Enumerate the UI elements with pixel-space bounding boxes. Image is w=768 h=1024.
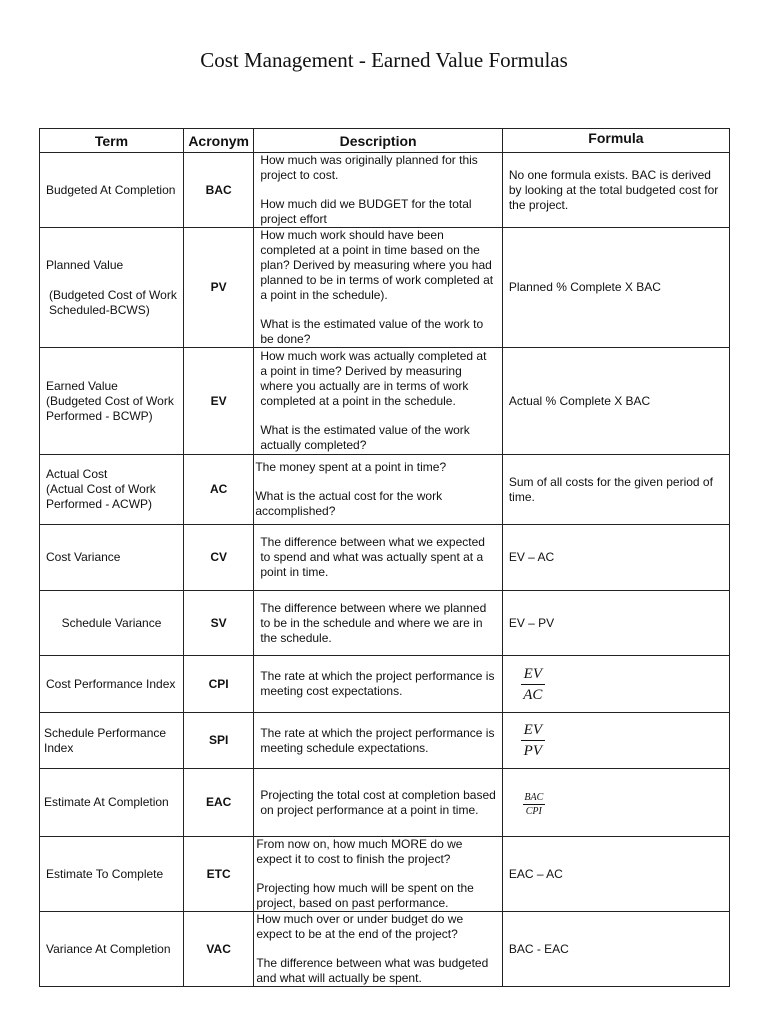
acronym-cell: BAC	[183, 153, 253, 228]
table-row	[40, 769, 730, 837]
formula-cell	[502, 769, 729, 837]
acronym-cell: SPI	[183, 713, 253, 769]
header-formula: Formula	[502, 129, 729, 153]
acronym-cell: CPI	[183, 656, 253, 713]
formula-cell: BAC - EAC	[502, 912, 729, 987]
formula-cell: Planned % Complete X BAC	[502, 228, 729, 348]
term-cell: Estimate At Completion	[40, 769, 184, 837]
formula-cell: No one formula exists. BAC is derived by looking at the total budgeted cost for the project.	[502, 153, 729, 228]
formula-cell	[502, 713, 729, 769]
term-cell: Schedule Performance Index	[40, 713, 184, 769]
table-row	[40, 591, 730, 656]
table-header-row	[40, 129, 730, 153]
table-row	[40, 837, 730, 912]
term-cell: Actual Cost (Actual Cost of Work Performed - ACWP)	[40, 455, 184, 525]
table-row	[40, 525, 730, 591]
formula-cell: Actual % Complete X BAC	[502, 348, 729, 455]
description-cell: The difference between what we expected to spend and what was actually spent at a point in time.	[254, 525, 502, 591]
table-row	[40, 455, 730, 525]
table-row	[40, 713, 730, 769]
acronym-cell: EV	[183, 348, 253, 455]
spi-fraction: $\frac{EV}{PV}$	[521, 721, 545, 760]
acronym-cell: VAC	[183, 912, 253, 987]
acronym-cell: AC	[183, 455, 253, 525]
acronym-cell: SV	[183, 591, 253, 656]
header-acronym: Acronym	[183, 129, 253, 153]
acronym-cell: EAC	[183, 769, 253, 837]
table-row	[40, 228, 730, 348]
formula-cell: EV – PV	[502, 591, 729, 656]
term-cell: Cost Performance Index	[40, 656, 184, 713]
term-cell: Variance At Completion	[40, 912, 184, 987]
header-description: Description	[254, 129, 502, 153]
term-cell: Cost Variance	[40, 525, 184, 591]
acronym-cell: PV	[183, 228, 253, 348]
table-row	[40, 153, 730, 228]
header-term: Term	[40, 129, 184, 153]
description-cell: The rate at which the project performance is meeting schedule expectations.	[254, 713, 502, 769]
description-cell: The rate at which the project performance is meeting cost expectations.	[254, 656, 502, 713]
formula-cell	[502, 656, 729, 713]
table-row	[40, 656, 730, 713]
description-cell: How much work was actually completed at a point in time? Derived by measuring where you actually are in terms of work completed at a point in the schedule. What is the estimated value of the work actually completed?	[254, 348, 502, 455]
term-cell: Budgeted At Completion	[40, 153, 184, 228]
page-title: Cost Management - Earned Value Formulas	[200, 48, 568, 72]
formula-cell: EAC – AC	[502, 837, 729, 912]
description-cell: The money spent at a point in time? What is the actual cost for the work accomplished?	[254, 455, 502, 525]
eac-fraction: $\frac{\text{BAC}}{\text{CPI}}$	[524, 791, 544, 817]
formula-cell: EV – AC	[502, 525, 729, 591]
table-row	[40, 348, 730, 455]
description-cell: How much was originally planned for this project to cost. How much did we BUDGET for the total project effort	[254, 153, 502, 228]
acronym-cell: CV	[183, 525, 253, 591]
description-cell: From now on, how much MORE do we expect it to cost to finish the project? Projecting how much will be spent on the project, based on past performance.	[254, 837, 502, 912]
table-row	[40, 912, 730, 987]
description-cell: Projecting the total cost at completion based on project performance at a point in time.	[254, 769, 502, 837]
formula-cell: Sum of all costs for the given period of time.	[502, 455, 729, 525]
description-cell: How much work should have been completed at a point in time based on the plan? Derived by measuring where you had planned to be in terms of work completed at a point in the schedule). What is the estimated value of the work to be done?	[254, 228, 502, 348]
description-cell: The difference between where we planned to be in the schedule and where we are in the schedule.	[254, 591, 502, 656]
term-cell: Planned Value (Budgeted Cost of Work Scheduled-BCWS)	[40, 228, 184, 348]
earned-value-table	[39, 128, 730, 987]
term-cell: Earned Value (Budgeted Cost of Work Performed - BCWP)	[40, 348, 184, 455]
term-cell: Estimate To Complete	[40, 837, 184, 912]
acronym-cell: ETC	[183, 837, 253, 912]
term-cell: Schedule Variance	[40, 591, 184, 656]
cpi-fraction: $\frac{EV}{AC}$	[521, 665, 545, 704]
description-cell: How much over or under budget do we expect to be at the end of the project? The difference between what was budgeted and what will actually be spent.	[254, 912, 502, 987]
